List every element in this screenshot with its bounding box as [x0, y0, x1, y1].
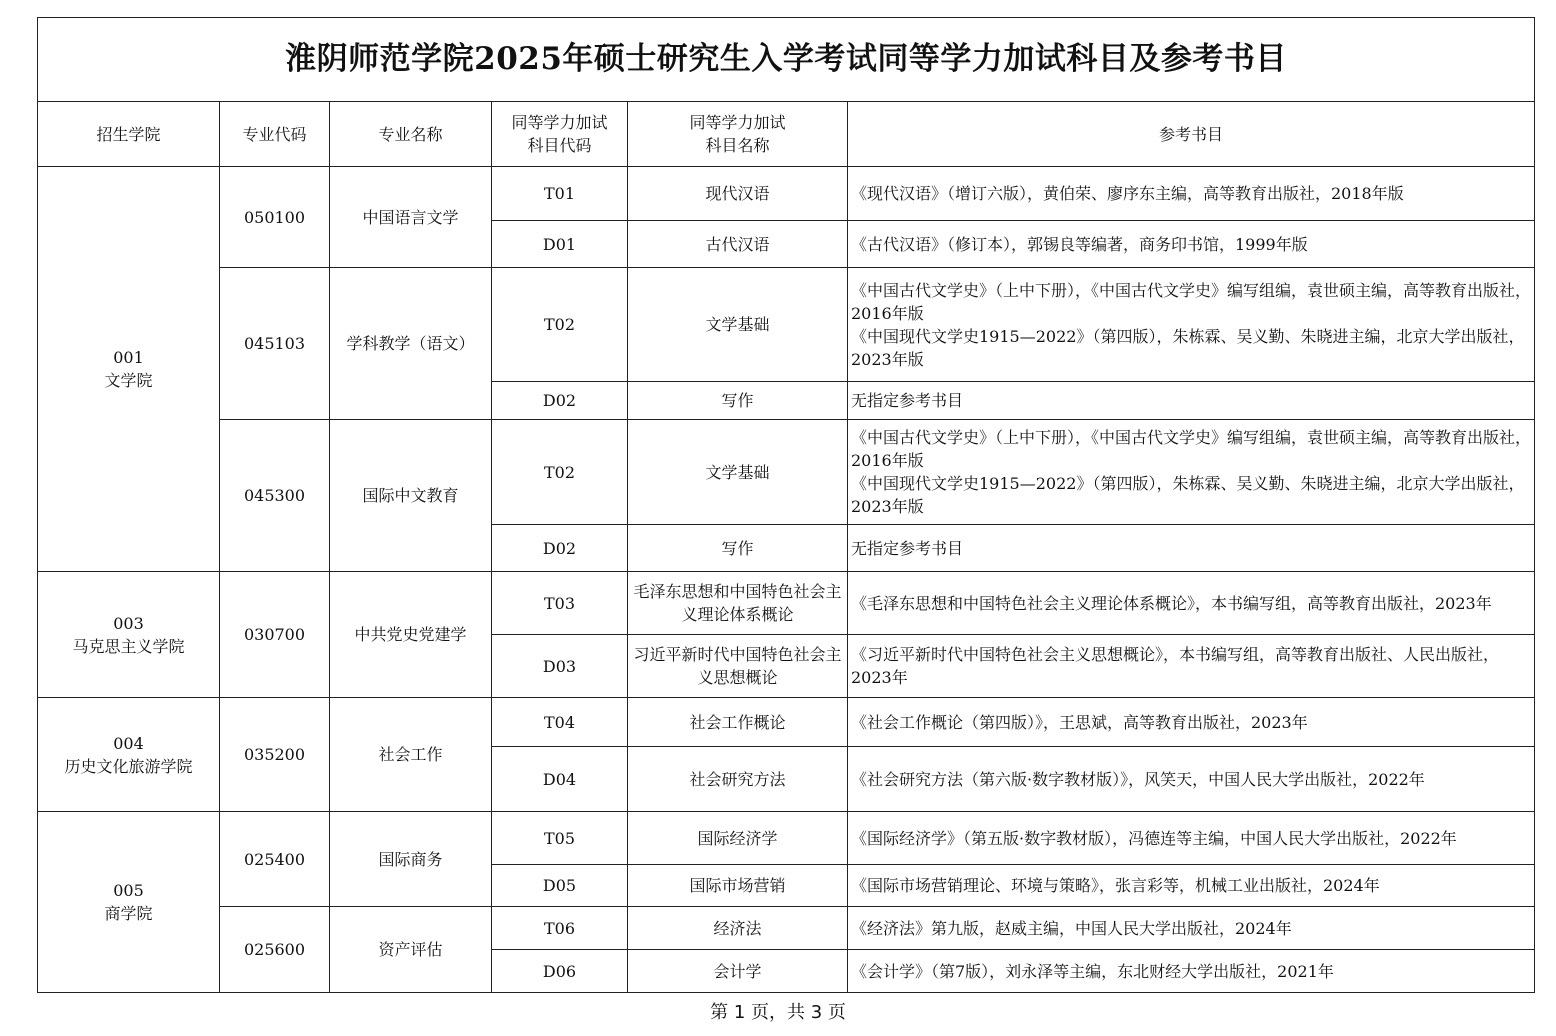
- subject-name-cell: 习近平新时代中国特色社会主义思想概论: [628, 635, 848, 698]
- college-cell: 001 文学院: [38, 167, 220, 572]
- table-row: [38, 268, 1535, 382]
- major-code-cell: 045300: [220, 420, 330, 572]
- reference-books-cell: 无指定参考书目: [848, 525, 1535, 572]
- major-code-cell: 050100: [220, 167, 330, 268]
- college-cell: 005 商学院: [38, 812, 220, 993]
- header-college: 招生学院: [38, 102, 220, 167]
- subject-code-cell: D01: [492, 221, 628, 268]
- subject-name-cell: 毛泽东思想和中国特色社会主义理论体系概论: [628, 572, 848, 635]
- header-subject-code: 同等学力加试 科目代码: [492, 102, 628, 167]
- major-code-cell: 025600: [220, 907, 330, 993]
- subject-code-cell: T03: [492, 572, 628, 635]
- major-name-cell: 中国语言文学: [330, 167, 492, 268]
- header-books: 参考书目: [848, 102, 1535, 167]
- subject-name-cell: 国际市场营销: [628, 865, 848, 907]
- major-code-cell: 035200: [220, 698, 330, 812]
- subject-name-cell: 经济法: [628, 907, 848, 950]
- subject-name-cell: 会计学: [628, 950, 848, 993]
- reference-books-cell: 无指定参考书目: [848, 382, 1535, 420]
- exam-sheet: [37, 17, 1534, 993]
- subject-code-cell: D02: [492, 382, 628, 420]
- subject-code-cell: D05: [492, 865, 628, 907]
- reference-books-cell: 《社会工作概论（第四版）》，王思斌，高等教育出版社，2023年: [848, 698, 1535, 747]
- subject-name-cell: 文学基础: [628, 420, 848, 525]
- subjects-table: [37, 17, 1535, 993]
- subject-name-cell: 国际经济学: [628, 812, 848, 865]
- college-cell: 003 马克思主义学院: [38, 572, 220, 698]
- subject-code-cell: T04: [492, 698, 628, 747]
- subject-code-cell: T05: [492, 812, 628, 865]
- subject-name-cell: 写作: [628, 525, 848, 572]
- subject-code-cell: T02: [492, 268, 628, 382]
- major-name-cell: 国际商务: [330, 812, 492, 907]
- reference-books-cell: 《习近平新时代中国特色社会主义思想概论》，本书编写组，高等教育出版社、人民出版社，2023年: [848, 635, 1535, 698]
- subject-name-cell: 写作: [628, 382, 848, 420]
- reference-books-cell: 《中国古代文学史》（上中下册），《中国古代文学史》编写组编，袁世硕主编，高等教育出版社，2016年版 《中国现代文学史1915—2022》（第四版），朱栋霖、吴义勤、朱晓进主编，北京大学出版社，2023年版: [848, 420, 1535, 525]
- subject-name-cell: 文学基础: [628, 268, 848, 382]
- major-name-cell: 国际中文教育: [330, 420, 492, 572]
- header-row: [38, 102, 1535, 167]
- table-row: [38, 572, 1535, 635]
- header-major-name: 专业名称: [330, 102, 492, 167]
- major-name-cell: 中共党史党建学: [330, 572, 492, 698]
- header-major-code: 专业代码: [220, 102, 330, 167]
- subject-code-cell: T06: [492, 907, 628, 950]
- subject-code-cell: T02: [492, 420, 628, 525]
- major-code-cell: 045103: [220, 268, 330, 420]
- reference-books-cell: 《社会研究方法（第六版·数字教材版）》，风笑天，中国人民大学出版社，2022年: [848, 747, 1535, 812]
- subject-code-cell: T01: [492, 167, 628, 221]
- major-name-cell: 学科教学（语文）: [330, 268, 492, 420]
- major-name-cell: 资产评估: [330, 907, 492, 993]
- subject-name-cell: 古代汉语: [628, 221, 848, 268]
- reference-books-cell: 《经济法》第九版，赵威主编，中国人民大学出版社，2024年: [848, 907, 1535, 950]
- reference-books-cell: 《现代汉语》（增订六版），黄伯荣、廖序东主编，高等教育出版社，2018年版: [848, 167, 1535, 221]
- subject-code-cell: D04: [492, 747, 628, 812]
- reference-books-cell: 《古代汉语》（修订本），郭锡良等编著，商务印书馆，1999年版: [848, 221, 1535, 268]
- reference-books-cell: 《国际市场营销理论、环境与策略》，张言彩等，机械工业出版社，2024年: [848, 865, 1535, 907]
- major-code-cell: 030700: [220, 572, 330, 698]
- subject-name-cell: 社会研究方法: [628, 747, 848, 812]
- table-row: [38, 812, 1535, 865]
- table-row: [38, 167, 1535, 221]
- subject-code-cell: D03: [492, 635, 628, 698]
- college-cell: 004 历史文化旅游学院: [38, 698, 220, 812]
- reference-books-cell: 《会计学》（第7版），刘永泽等主编，东北财经大学出版社，2021年: [848, 950, 1535, 993]
- major-code-cell: 025400: [220, 812, 330, 907]
- table-row: [38, 698, 1535, 747]
- reference-books-cell: 《中国古代文学史》（上中下册），《中国古代文学史》编写组编，袁世硕主编，高等教育出版社，2016年版 《中国现代文学史1915—2022》（第四版），朱栋霖、吴义勤、朱晓进主编，北京大学出版社，2023年版: [848, 268, 1535, 382]
- page-title: 淮阴师范学院2025年硕士研究生入学考试同等学力加试科目及参考书目: [38, 18, 1535, 102]
- reference-books-cell: 《毛泽东思想和中国特色社会主义理论体系概论》，本书编写组，高等教育出版社，2023年: [848, 572, 1535, 635]
- subject-name-cell: 现代汉语: [628, 167, 848, 221]
- major-name-cell: 社会工作: [330, 698, 492, 812]
- page-footer: 第 1 页，共 3 页: [710, 1002, 846, 1023]
- table-row: [38, 420, 1535, 525]
- subject-code-cell: D02: [492, 525, 628, 572]
- table-row: [38, 907, 1535, 950]
- subject-name-cell: 社会工作概论: [628, 698, 848, 747]
- header-subject-name: 同等学力加试 科目名称: [628, 102, 848, 167]
- subject-code-cell: D06: [492, 950, 628, 993]
- reference-books-cell: 《国际经济学》（第五版·数字教材版），冯德连等主编，中国人民大学出版社，2022年: [848, 812, 1535, 865]
